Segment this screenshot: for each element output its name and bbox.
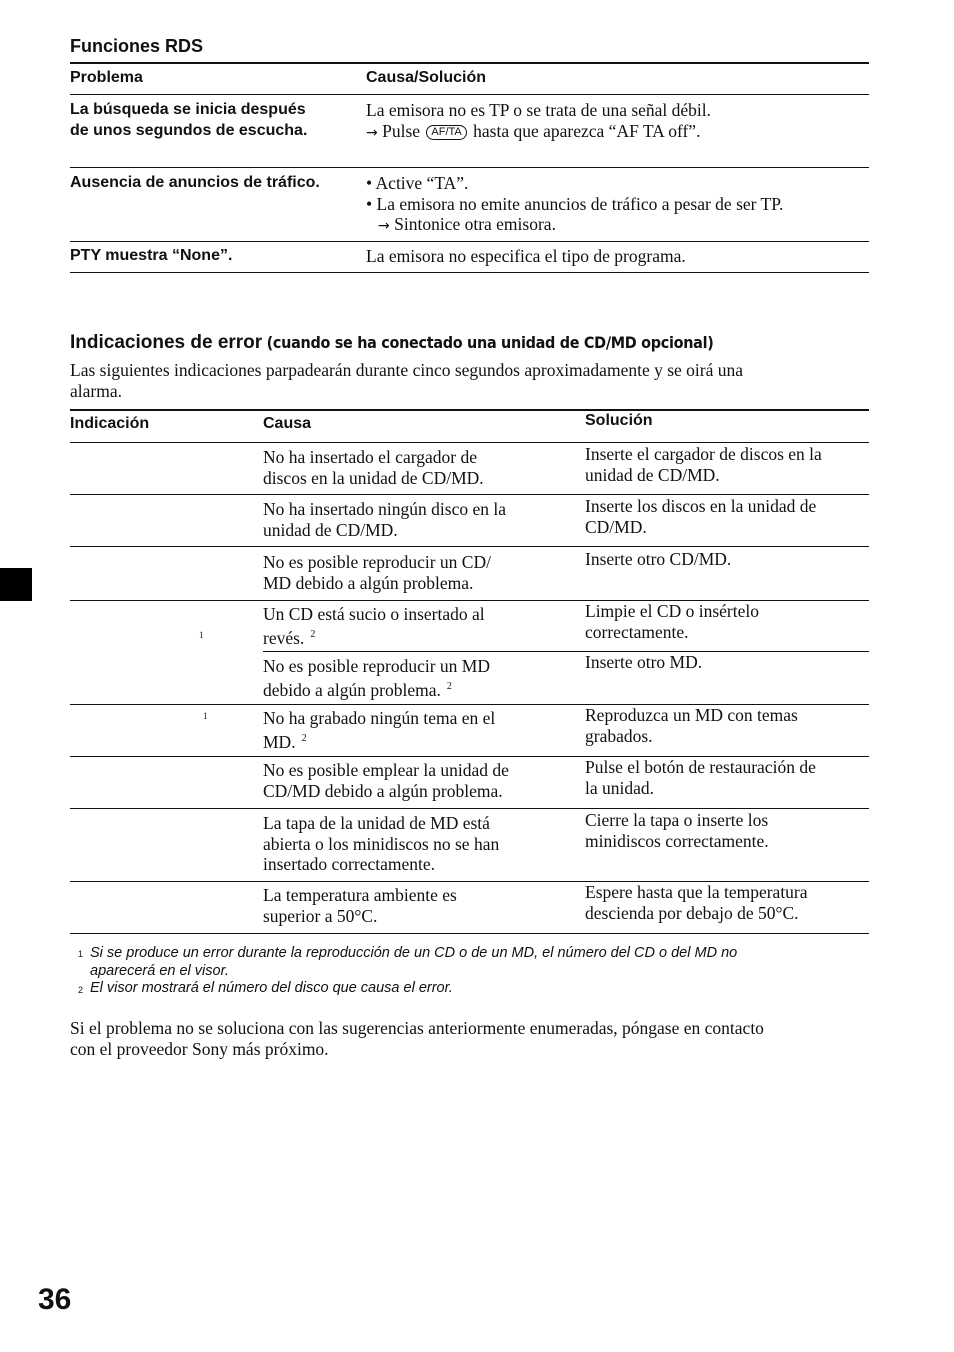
error-cause: La tapa de la unidad de MD está abierta o los minidiscos no se han insertado correctamente. — [263, 813, 500, 874]
row-divider — [263, 651, 869, 652]
footnote-text: Si se produce un error durante la reproducción de un CD o de un MD, el número del CD o del MD no aparecerá en el visor. — [90, 945, 738, 979]
error-solution: Inserte otro MD. — [585, 652, 703, 672]
error-solution: Inserte otro CD/MD. — [585, 549, 732, 569]
error-cause: No ha insertado el cargador de discos en la unidad de CD/MD. — [263, 447, 484, 488]
table-header-rule — [70, 94, 869, 95]
footnote-mark: 1 — [78, 949, 84, 959]
errors-section-title: Indicaciones de error (cuando se ha conectado una unidad de CD/MD opcional) — [70, 332, 714, 353]
rds-row-problem: La búsqueda se inicia después de unos segundos de escucha. — [70, 101, 308, 139]
error-cause: No ha insertado ningún disco en la unidad de CD/MD. — [263, 499, 507, 540]
rds-row-cause: La emisora no especifica el tipo de programa. — [366, 246, 686, 266]
rds-header-problem: Problema — [70, 69, 143, 86]
row-divider — [70, 167, 869, 168]
footnote-text: El visor mostrará el número del disco que causa el error. — [90, 980, 453, 996]
indication-footnote-mark: 1 — [199, 630, 204, 640]
rds-header-cause: Causa/Solución — [366, 69, 487, 86]
error-cause: No es posible reproducir un CD/ MD debido a algún problema. — [263, 552, 491, 593]
error-cause: Un CD está sucio o insertado al revés. $^2$ — [263, 604, 485, 648]
error-cause: No es posible emplear la unidad de CD/MD debido a algún problema. — [263, 760, 509, 801]
rds-row-cause: • Active “TA”. • La emisora no emite anuncios de tráfico a pesar de ser TP. → Sintonice otra emisora. — [366, 173, 784, 234]
errors-intro: Las siguientes indicaciones parpadearán durante cinco segundos aproximadamente y se oirá una alarma. — [70, 360, 744, 401]
row-divider — [70, 241, 869, 242]
error-solution: Inserte los discos en la unidad de CD/MD. — [585, 496, 817, 537]
rds-row-cause: La emisora no es TP o se trata de una señal débil. → Pulse AF/TA hasta que aparezca “AF TA off”. — [366, 100, 712, 141]
closing-paragraph: Si el problema no se soluciona con las sugerencias anteriormente enumeradas, póngase en contacto con el proveedor Sony más próximo. — [70, 1018, 764, 1059]
error-solution: Cierre la tapa o inserte los minidiscos correctamente. — [585, 810, 769, 851]
error-solution: Limpie el CD o insértelo correctamente. — [585, 601, 759, 642]
rds-row-problem: Ausencia de anuncios de tráfico. — [70, 174, 320, 191]
error-cause: No ha grabado ningún tema en el MD. $^2$ — [263, 708, 496, 752]
section-tab-marker — [0, 568, 32, 601]
page-number: 36 — [38, 1283, 72, 1316]
error-solution: Reproduzca un MD con temas grabados. — [585, 705, 798, 746]
error-solution: Inserte el cargador de discos en la unidad de CD/MD. — [585, 444, 822, 485]
table-bottom-rule — [70, 933, 869, 934]
indication-footnote-mark: 1 — [203, 711, 208, 721]
errors-header-solution: Solución — [585, 412, 653, 429]
table-bottom-rule — [70, 272, 869, 273]
error-solution: Pulse el botón de restauración de la unidad. — [585, 757, 816, 798]
arrow-right-icon: → — [366, 124, 378, 141]
table-header-rule — [70, 442, 869, 443]
error-solution: Espere hasta que la temperatura descienda por debajo de 50°C. — [585, 882, 808, 923]
rds-row-problem: PTY muestra “None”. — [70, 247, 233, 264]
error-cause: No es posible reproducir un MD debido a algún problema. $^2$ — [263, 656, 490, 700]
table-top-rule — [70, 62, 869, 64]
row-divider — [70, 808, 869, 809]
row-divider — [70, 546, 869, 547]
footnote-mark: 2 — [78, 985, 84, 995]
rds-section-title: Funciones RDS — [70, 36, 204, 56]
error-cause: La temperatura ambiente es superior a 50°C. — [263, 885, 457, 926]
row-divider — [70, 494, 869, 495]
arrow-right-icon: → — [378, 218, 390, 234]
errors-header-cause: Causa — [263, 415, 312, 432]
errors-header-indication: Indicación — [70, 415, 150, 432]
table-top-rule — [70, 409, 869, 411]
af-ta-key-icon: AF/TA — [426, 125, 466, 140]
